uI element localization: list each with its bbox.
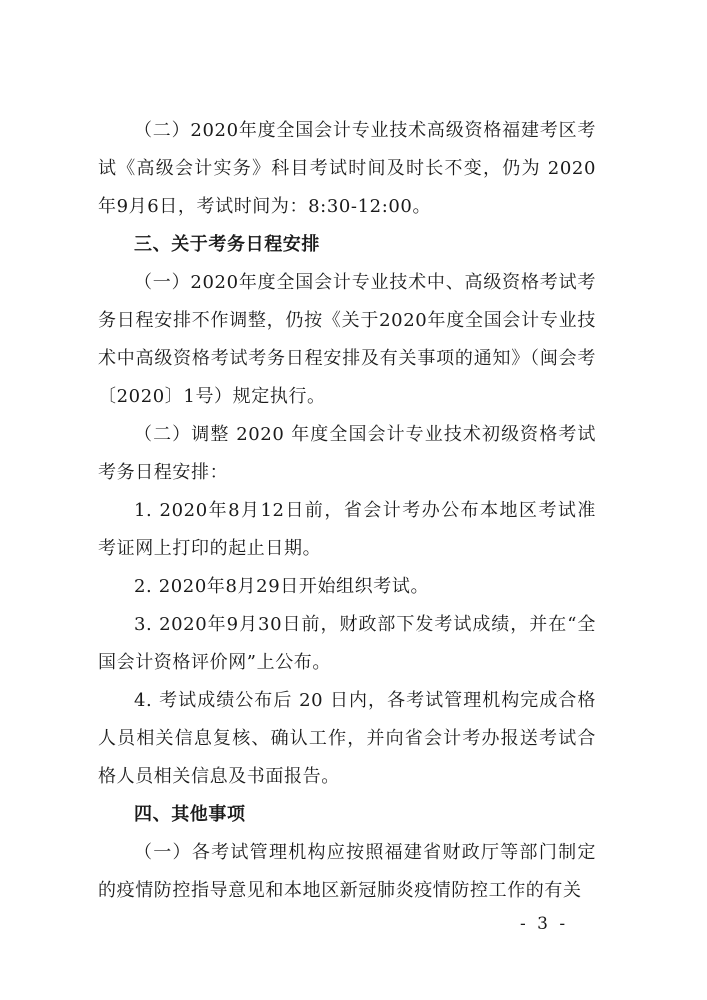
list-item-2: 2. 2020年8月29日开始组织考试。: [134, 576, 430, 597]
document-body: [98, 112, 596, 910]
paragraph-3-2: （二）调整 2020 年度全国会计专业技术初级资格考试考务日程安排：: [98, 424, 596, 483]
section-heading-3: 三、关于考务日程安排: [134, 234, 320, 255]
section-heading-4: 四、其他事项: [134, 804, 246, 825]
page-number: - 3 -: [520, 914, 569, 934]
list-item-3: 3. 2020年9月30日前，财政部下发考试成绩，并在“全国会计资格评价网”上公布。: [98, 614, 596, 673]
list-item-4: 4. 考试成绩公布后 20 日内，各考试管理机构完成合格人员相关信息复核、确认工作，并向省会计考办报送考试合格人员相关信息及书面报告。: [98, 690, 596, 787]
paragraph-4-1: （一）各考试管理机构应按照福建省财政厅等部门制定的疫情防控指导意见和本地区新冠肺炎疫情防控工作的有关: [98, 842, 596, 901]
list-item-1: 1. 2020年8月12日前，省会计考办公布本地区考试准考证网上打印的起止日期。: [98, 500, 596, 559]
paragraph-3-1: （一）2020年度全国会计专业技术中、高级资格考试考务日程安排不作调整，仍按《关于2020年度全国会计专业技术中高级资格考试考务日程安排及有关事项的通知》（闽会考〔2020〕1号）规定执行。: [98, 272, 596, 407]
paragraph-senior-exam-time: （二）2020年度全国会计专业技术高级资格福建考区考试《高级会计实务》科目考试时间及时长不变，仍为 2020年9月6日，考试时间为：8:30-12:00。: [98, 120, 596, 217]
